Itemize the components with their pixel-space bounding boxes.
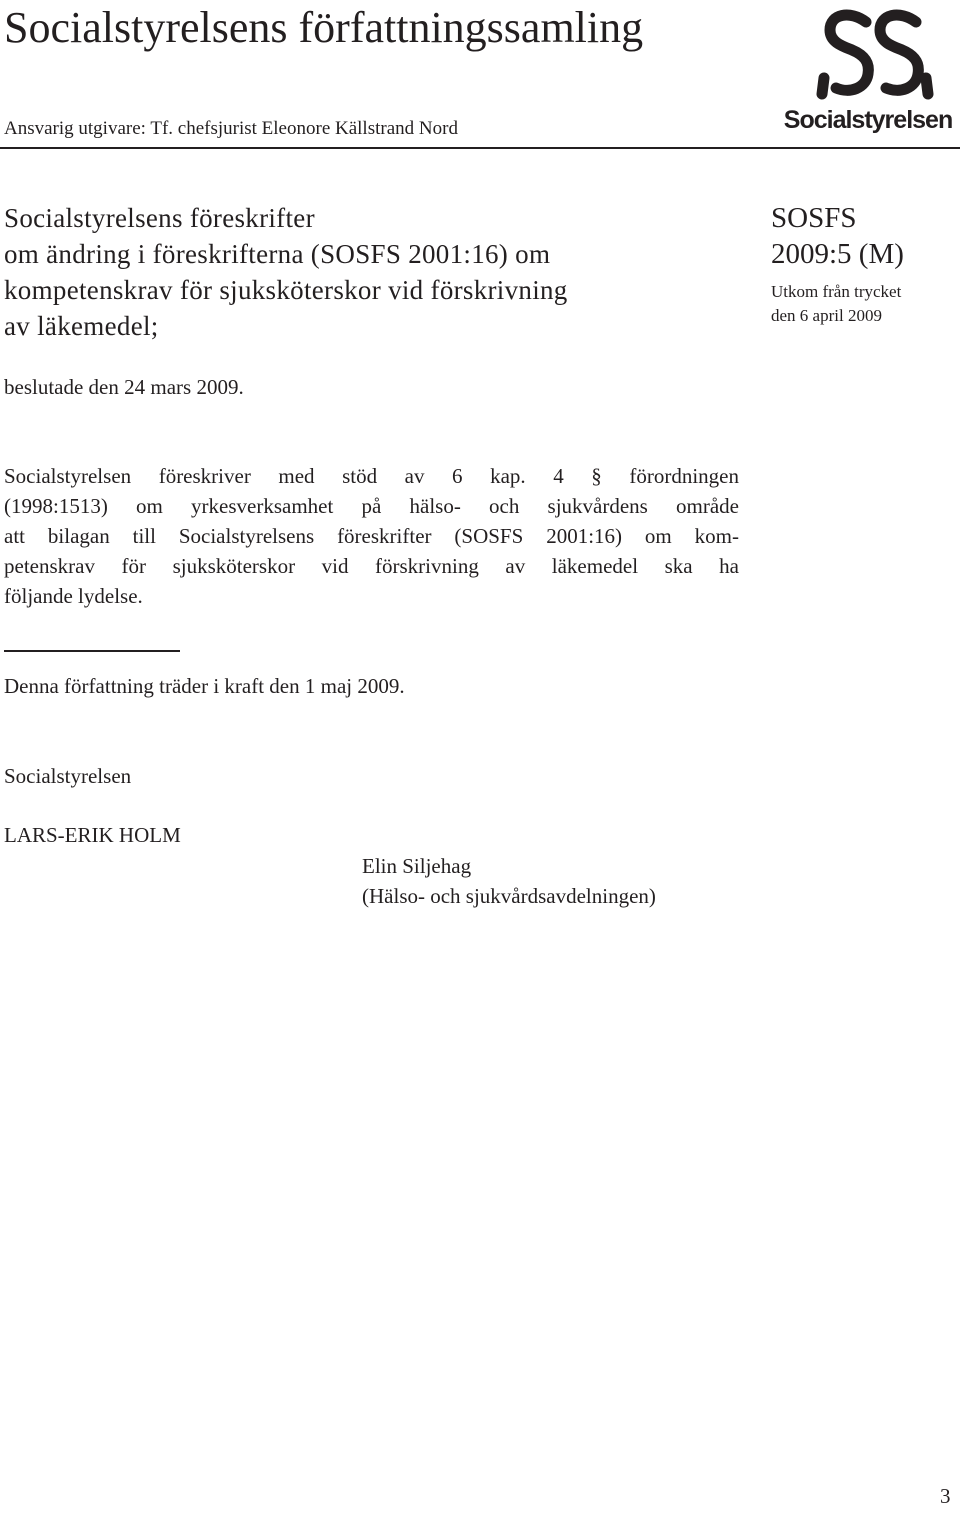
body-paragraph (4, 461, 739, 611)
socialstyrelsen-logo (778, 8, 958, 138)
logo-emblem-icon (778, 8, 958, 104)
signatory-name: LARS-ERIK HOLM (4, 823, 181, 847)
logo-wordmark: Socialstyrelsen (783, 106, 953, 134)
publication-line: Utkom från trycket (771, 282, 902, 301)
body-line: petenskrav för sjuksköterskor vid förskrivning av läkemedel ska ha (4, 554, 739, 578)
effective-date: Denna författning träder i kraft den 1 maj 2009. (4, 674, 405, 698)
series-title: Socialstyrelsens författningssamling (4, 3, 644, 52)
body-line: Socialstyrelsen föreskriver med stöd av 6 kap. 4 § förordningen (4, 464, 739, 488)
body-line: att bilagan till Socialstyrelsens föreskrifter (SOSFS 2001:16) om kom- (4, 524, 739, 548)
co-signatory-department: (Hälso- och sjukvårdsavdelningen) (362, 884, 656, 908)
regulation-title-line: Socialstyrelsens föreskrifter (4, 203, 315, 233)
publication-info (771, 280, 960, 328)
regulation-title (4, 200, 744, 344)
body-line: (1998:1513) om yrkesverksamhet på hälso- och sjukvårdens område (4, 494, 739, 518)
regulation-title-line: om ändring i föreskrifterna (SOSFS 2001:16) om (4, 239, 551, 269)
regulation-title-line: kompetenskrav för sjuksköterskor vid förskrivning (4, 275, 568, 305)
section-divider (4, 650, 180, 652)
regulation-title-line: av läkemedel; (4, 311, 159, 341)
body-line: följande lydelse. (4, 584, 143, 608)
issuing-authority: Socialstyrelsen (4, 764, 132, 788)
sosfs-series: SOSFS (771, 202, 857, 234)
co-signatory (362, 851, 656, 911)
header-divider (0, 147, 960, 149)
publisher-line: Ansvarig utgivare: Tf. chefsjurist Eleonore Källstrand Nord (4, 118, 458, 139)
co-signatory-name: Elin Siljehag (362, 854, 472, 878)
sosfs-number: 2009:5 (M) (771, 238, 904, 270)
decision-date: beslutade den 24 mars 2009. (4, 375, 244, 399)
sosfs-reference (771, 200, 960, 328)
page-number: 3 (940, 1484, 951, 1508)
publication-date: den 6 april 2009 (771, 306, 882, 325)
